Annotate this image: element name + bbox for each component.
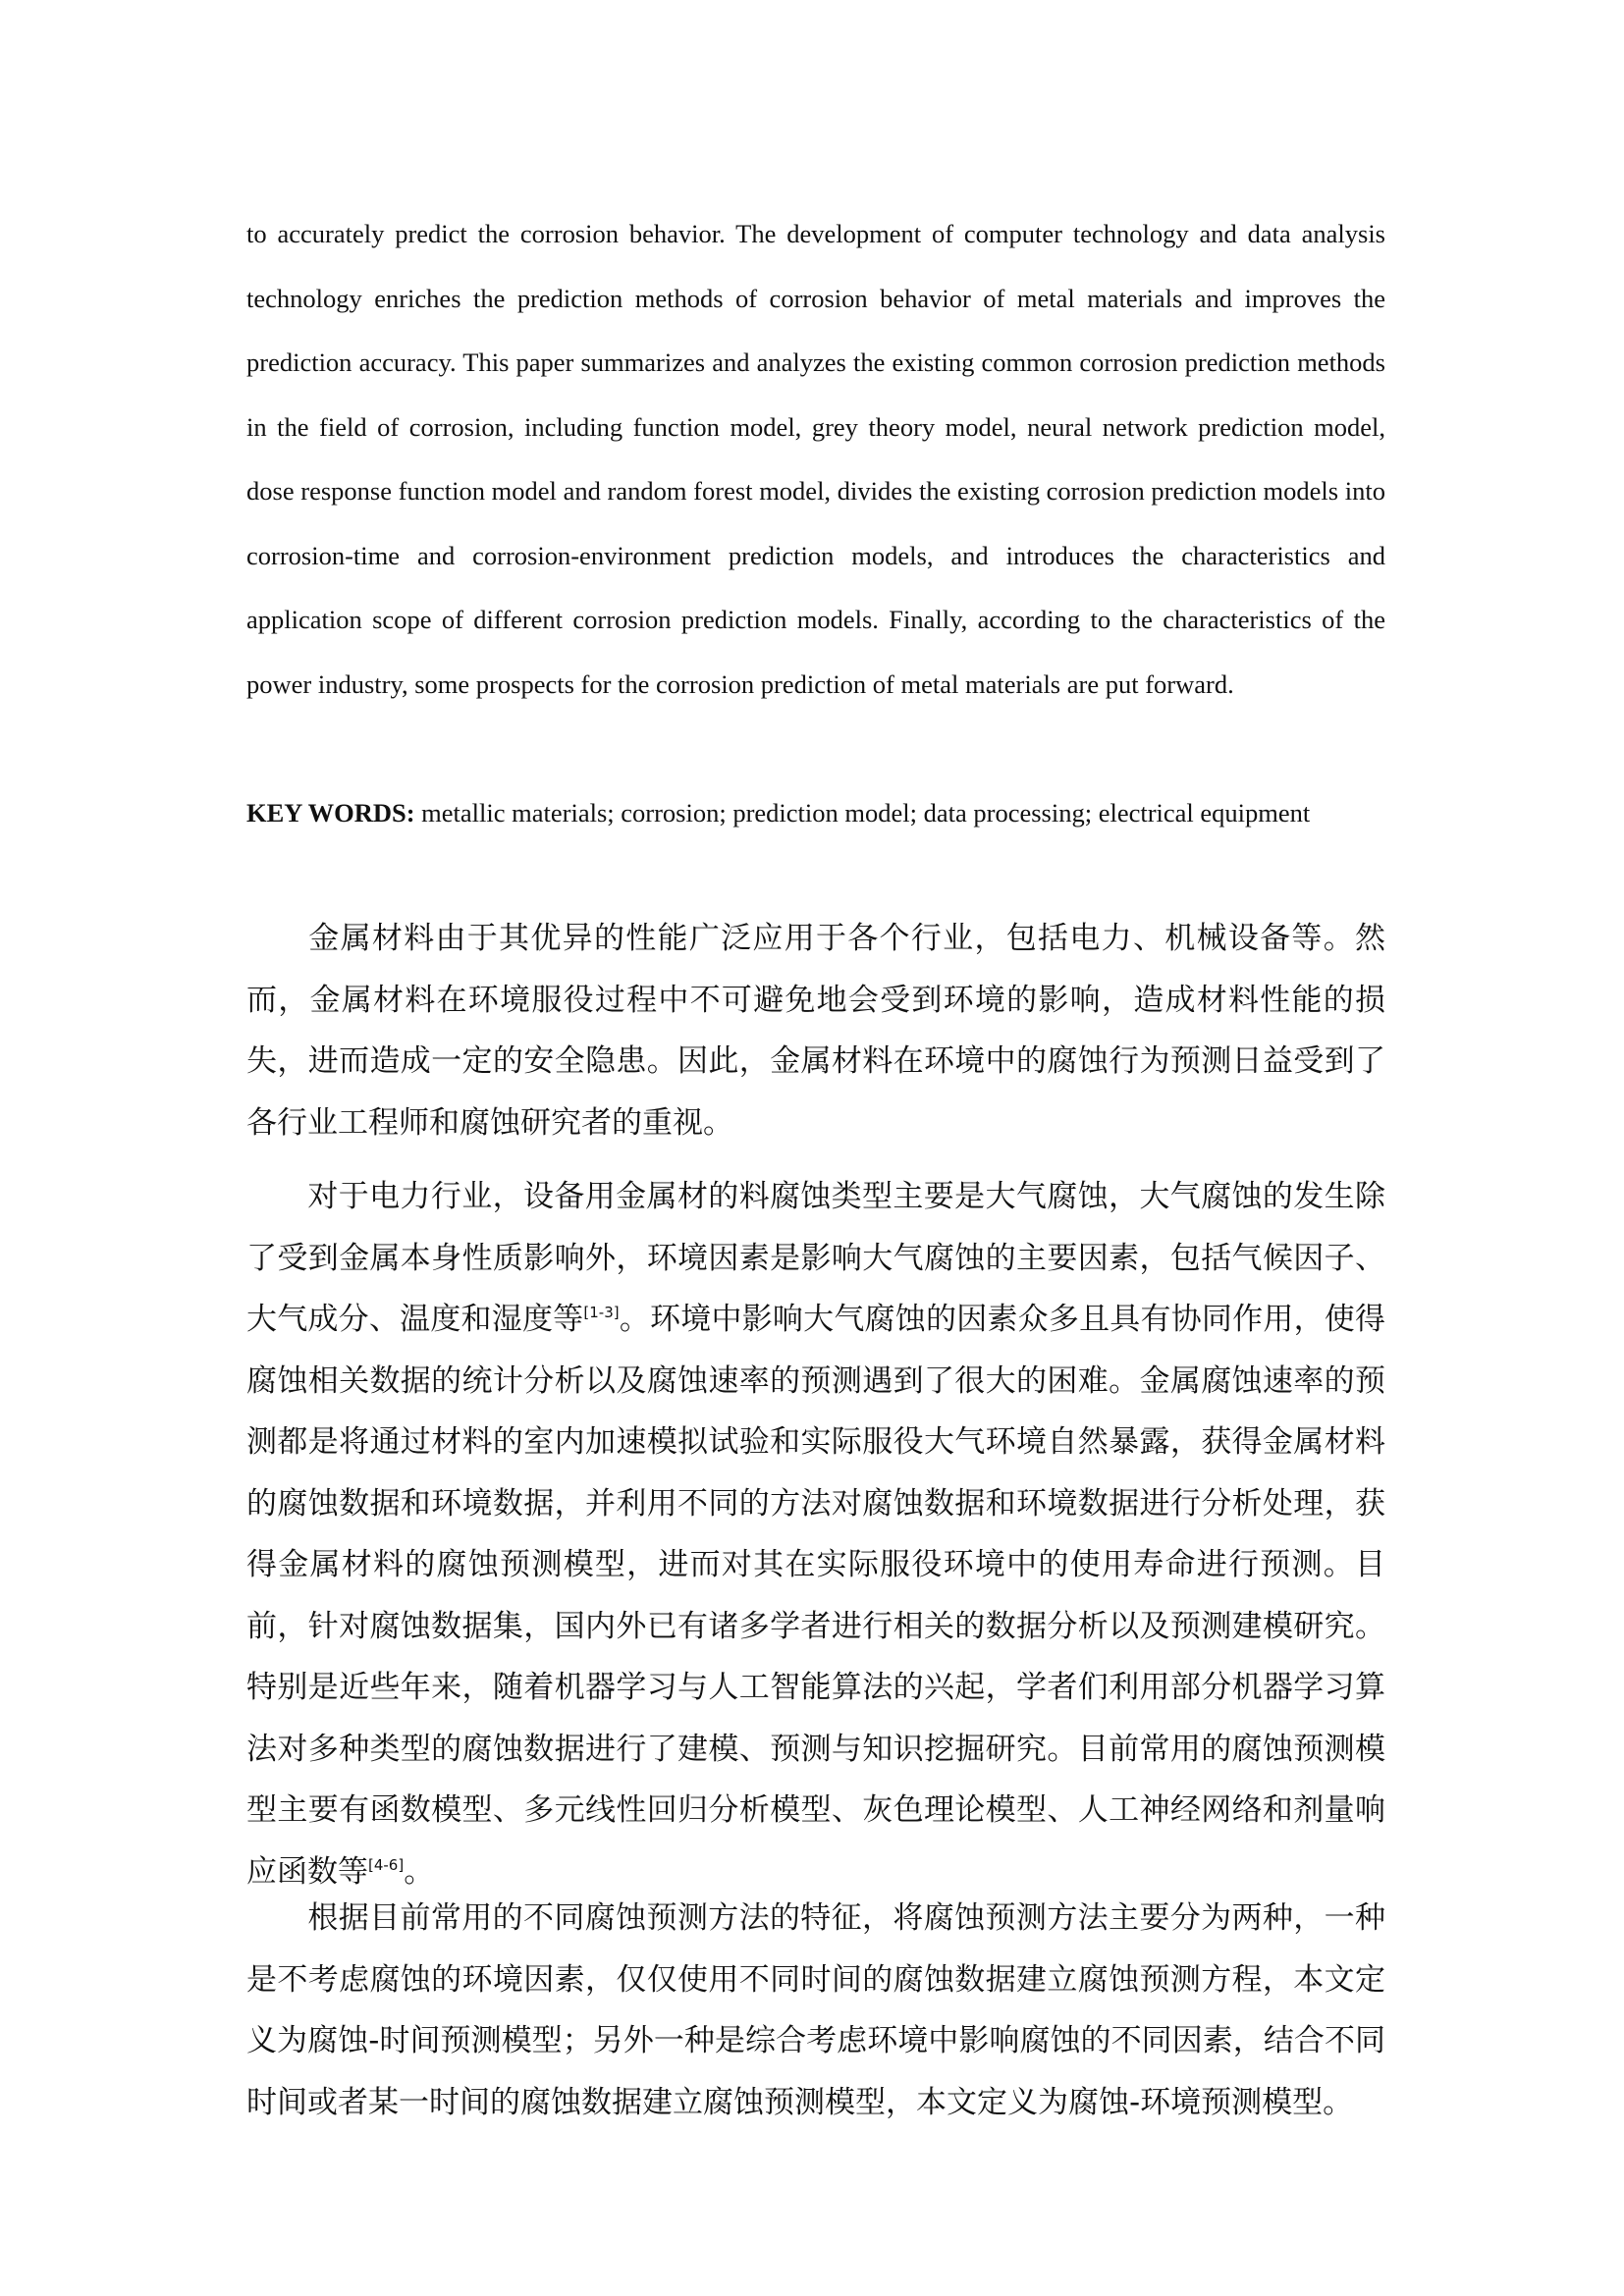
keywords-label: KEY WORDS: — [246, 798, 415, 828]
paragraph-2-text-c: 。 — [404, 1853, 435, 1890]
paragraph-3-text: 根据目前常用的不同腐蚀预测方法的特征，将腐蚀预测方法主要分为两种，一种是不考虑腐蚀的环境因素，仅仅使用不同时间的腐蚀数据建立腐蚀预测方程，本文定义为腐蚀-时间预测模型；另外一种是综合考虑环境中影响腐蚀的不同因素，结合不同时间或者某一时间的腐蚀数据建立腐蚀预测模型，本文定义为腐蚀-环境预测模型。 — [246, 1900, 1385, 2120]
paragraph-2-text-b: 。环境中影响大气腐蚀的因素众多且具有协同作用，使得腐蚀相关数据的统计分析以及腐蚀速率的预测遇到了很大的困难。金属腐蚀速率的预测都是将通过材料的室内加速模拟试验和实际服役大气环境自然暴露，获得金属材料的腐蚀数据和环境数据，并利用不同的方法对腐蚀数据和环境数据进行分析处理，获得金属材料的腐蚀预测模型，进而对其在实际服役环境中的使用寿命进行预测。目前，针对腐蚀数据集，国内外已有诸多学者进行相关的数据分析以及预测建模研究。特别是近些年来，随着机器学习与人工智能算法的兴起，学者们利用部分机器学习算法对多种类型的腐蚀数据进行了建模、预测与知识挖掘研究。目前常用的腐蚀预测模型主要有函数模型、多元线性回归分析模型、灰色理论模型、人工神经网络和剂量响应函数等 — [246, 1302, 1386, 1890]
citation-ref-1-3: [1-3] — [583, 1304, 620, 1321]
citation-ref-4-6: [4-6] — [368, 1855, 405, 1874]
paragraph-1-text: 金属材料由于其优异的性能广泛应用于各个行业，包括电力、机械设备等。然而，金属材料在环境服役过程中不可避免地会受到环境的影响，造成材料性能的损失，进而造成一定的安全隐患。因此，金属材料在环境中的腐蚀行为预测日益受到了各行业工程师和腐蚀研究者的重视。 — [246, 921, 1385, 1141]
body-paragraph-1 — [246, 908, 1385, 1153]
paragraph-2-text-a: 对于电力行业，设备用金属材的料腐蚀类型主要是大气腐蚀，大气腐蚀的发生除了受到金属本身性质影响外，环境因素是影响大气腐蚀的主要因素，包括气候因子、大气成分、温度和湿度等 — [246, 1179, 1385, 1337]
keywords — [246, 781, 1385, 846]
abstract-continuation: to accurately predict the corrosion behavior. The development of computer technology and data analysis technology enriches the prediction methods of corrosion behavior of metal materials and improves the prediction accuracy. This paper summarizes and analyzes the existing common corrosion prediction methods in the field of corrosion, including function model, grey theory model, neural network prediction model, dose response function model and random forest model, divides the existing corrosion prediction models into corrosion-time and corrosion-environment prediction models, and introduces the characteristics and application scope of different corrosion prediction models. Finally, according to the characteristics of the power industry, some prospects for the corrosion prediction of metal materials are put forward. — [246, 219, 1385, 699]
body-paragraph-2 — [246, 1166, 1385, 1902]
keywords-text: metallic materials; corrosion; prediction model; data processing; electrical equipment — [414, 798, 1311, 828]
body-paragraph-3 — [246, 1888, 1385, 2133]
